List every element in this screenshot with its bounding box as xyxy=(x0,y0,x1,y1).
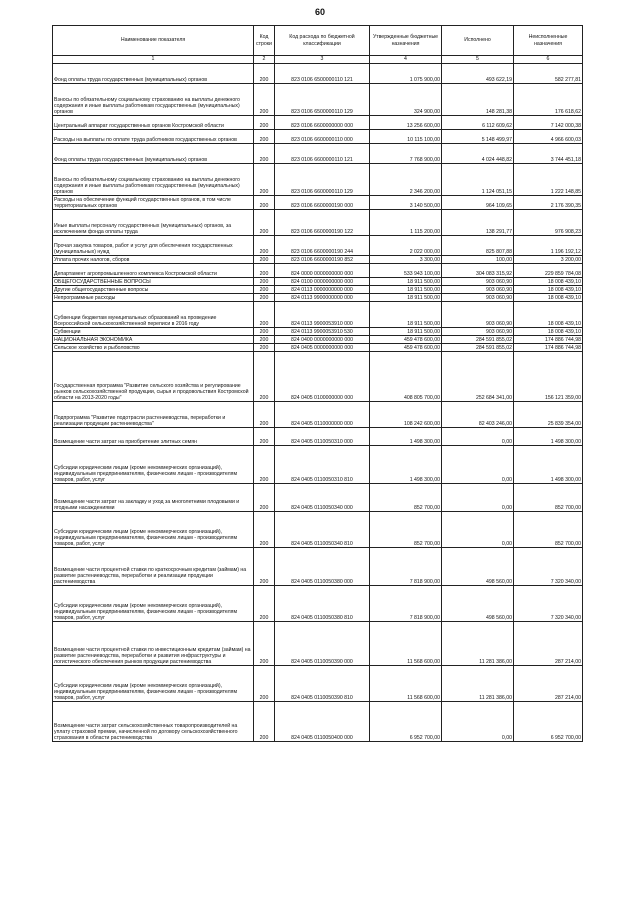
approved-amount-cell: 1 075 900,00 xyxy=(370,64,442,84)
row-code-cell: 200 xyxy=(254,622,275,666)
approved-amount-cell: 852 700,00 xyxy=(370,512,442,548)
row-code-cell: 200 xyxy=(254,130,275,144)
expense-code-cell: 824 0405 0000000000 000 xyxy=(275,344,370,352)
unexecuted-amount-cell: 174 886 744,98 xyxy=(514,336,583,344)
executed-amount-cell: 100,00 xyxy=(442,256,514,264)
indicator-name-cell: Субсидии юридическим лицам (кроме некоммерческих организаций), индивидуальным предпринимателям, физическим лицам - производителям товаров, работ, услуг xyxy=(53,666,254,702)
approved-amount-cell: 3 300,00 xyxy=(370,256,442,264)
indicator-name-cell: Фонд оплаты труда государственных (муниципальных) органов xyxy=(53,64,254,84)
approved-amount-cell: 1 498 300,00 xyxy=(370,428,442,446)
unexecuted-amount-cell: 1 498 300,00 xyxy=(514,428,583,446)
approved-amount-cell: 11 568 600,00 xyxy=(370,622,442,666)
row-code-cell: 200 xyxy=(254,328,275,336)
executed-amount-cell: 284 591 855,02 xyxy=(442,336,514,344)
row-code-cell: 200 xyxy=(254,586,275,622)
executed-amount-cell: 0,00 xyxy=(442,446,514,484)
row-code-cell: 200 xyxy=(254,164,275,196)
column-number: 1 xyxy=(53,56,254,64)
approved-amount-cell: 7 818 900,00 xyxy=(370,586,442,622)
table-row xyxy=(53,64,583,84)
indicator-name-cell: Возмещение части процентной ставки по краткосрочным кредитам (займам) на развитие растениеводства, переработки и реализации продукции растениеводства xyxy=(53,548,254,586)
expense-code-cell: 823 0106 6600000190 000 xyxy=(275,196,370,210)
header-expense-code: Код расхода по бюджетной классификации xyxy=(275,26,370,56)
executed-amount-cell: 4 024 448,82 xyxy=(442,144,514,164)
unexecuted-amount-cell: 7 142 000,38 xyxy=(514,116,583,130)
indicator-name-cell: Иные выплаты персоналу государственных (муниципальных) органов, за исключением фонда оплаты труда xyxy=(53,210,254,236)
row-code-cell: 200 xyxy=(254,344,275,352)
approved-amount-cell: 7 768 900,00 xyxy=(370,144,442,164)
executed-amount-cell: 0,00 xyxy=(442,428,514,446)
indicator-name-cell: Возмещение части процентной ставки по инвестиционным кредитам (займам) на развитие растениеводства, переработки и развития инфраструктуры и логистического обеспечения рынков продукции растениеводства xyxy=(53,622,254,666)
row-code-cell: 200 xyxy=(254,294,275,302)
unexecuted-amount-cell: 18 008 439,10 xyxy=(514,294,583,302)
unexecuted-amount-cell: 287 214,00 xyxy=(514,666,583,702)
header-row xyxy=(53,26,583,56)
expense-code-cell: 823 0106 6600000110 129 xyxy=(275,164,370,196)
executed-amount-cell: 825 807,88 xyxy=(442,236,514,256)
expense-code-cell: 824 0405 0110050390 810 xyxy=(275,666,370,702)
approved-amount-cell: 533 943 100,00 xyxy=(370,264,442,278)
row-code-cell: 200 xyxy=(254,116,275,130)
approved-amount-cell: 2 022 000,00 xyxy=(370,236,442,256)
row-code-cell: 200 xyxy=(254,236,275,256)
table-row xyxy=(53,278,583,286)
expense-code-cell: 824 0405 0110050340 810 xyxy=(275,512,370,548)
table-row xyxy=(53,302,583,328)
column-number: 6 xyxy=(514,56,583,64)
expense-code-cell: 824 0400 0000000000 000 xyxy=(275,336,370,344)
indicator-name-cell: Расходы на выплаты по оплате труда работников государственных органов xyxy=(53,130,254,144)
row-code-cell: 200 xyxy=(254,484,275,512)
indicator-name-cell: Взносы по обязательному социальному страхованию на выплаты денежного содержания и иные выплаты работникам государственных (муниципальных) органов xyxy=(53,164,254,196)
executed-amount-cell: 903 060,90 xyxy=(442,328,514,336)
table-row xyxy=(53,666,583,702)
expense-code-cell: 823 0106 6600000190 852 xyxy=(275,256,370,264)
row-code-cell: 200 xyxy=(254,278,275,286)
table-row xyxy=(53,402,583,428)
row-code-cell: 200 xyxy=(254,210,275,236)
expense-code-cell: 824 0405 0110050390 000 xyxy=(275,622,370,666)
table-row xyxy=(53,484,583,512)
row-code-cell: 200 xyxy=(254,256,275,264)
table-row xyxy=(53,586,583,622)
executed-amount-cell: 964 109,65 xyxy=(442,196,514,210)
approved-amount-cell: 1 115 200,00 xyxy=(370,210,442,236)
unexecuted-amount-cell: 1 222 148,85 xyxy=(514,164,583,196)
executed-amount-cell: 304 083 315,92 xyxy=(442,264,514,278)
executed-amount-cell: 5 148 499,97 xyxy=(442,130,514,144)
unexecuted-amount-cell: 3 744 451,18 xyxy=(514,144,583,164)
budget-execution-table xyxy=(52,25,583,742)
executed-amount-cell: 82 403 246,00 xyxy=(442,402,514,428)
indicator-name-cell: Взносы по обязательному социальному страхованию на выплаты денежного содержания и иные выплаты работникам государственных (муниципальных) органов xyxy=(53,84,254,116)
row-code-cell: 200 xyxy=(254,144,275,164)
unexecuted-amount-cell: 2 176 390,35 xyxy=(514,196,583,210)
header-row-code: Код строки xyxy=(254,26,275,56)
approved-amount-cell: 7 818 900,00 xyxy=(370,548,442,586)
table-row xyxy=(53,84,583,116)
executed-amount-cell: 0,00 xyxy=(442,484,514,512)
expense-code-cell: 824 0100 0000000000 000 xyxy=(275,278,370,286)
expense-code-cell: 824 0405 0110050380 810 xyxy=(275,586,370,622)
executed-amount-cell: 148 281,38 xyxy=(442,84,514,116)
table-row xyxy=(53,286,583,294)
indicator-name-cell: ОБЩЕГОСУДАРСТВЕННЫЕ ВОПРОСЫ xyxy=(53,278,254,286)
header-approved: Утвержденные бюджетные назначения xyxy=(370,26,442,56)
approved-amount-cell: 852 700,00 xyxy=(370,484,442,512)
unexecuted-amount-cell: 976 908,23 xyxy=(514,210,583,236)
expense-code-cell: 823 0106 6500000110 129 xyxy=(275,84,370,116)
unexecuted-amount-cell: 18 008 439,10 xyxy=(514,328,583,336)
expense-code-cell: 824 0405 0110050310 000 xyxy=(275,428,370,446)
executed-amount-cell: 493 622,19 xyxy=(442,64,514,84)
indicator-name-cell: Возмещение части затрат сельскохозяйственных товаропроизводителей на уплату страховой премии, начисленной по договору сельскохозяйственного страхования в области растениеводства xyxy=(53,702,254,742)
expense-code-cell: 823 0106 6600000190 122 xyxy=(275,210,370,236)
indicator-name-cell: Уплата прочих налогов, сборов xyxy=(53,256,254,264)
row-code-cell: 200 xyxy=(254,264,275,278)
expense-code-cell: 824 0113 9900053910 530 xyxy=(275,328,370,336)
row-code-cell: 200 xyxy=(254,196,275,210)
unexecuted-amount-cell: 4 966 600,03 xyxy=(514,130,583,144)
unexecuted-amount-cell: 18 008 439,10 xyxy=(514,302,583,328)
unexecuted-amount-cell: 176 618,62 xyxy=(514,84,583,116)
table-row xyxy=(53,548,583,586)
table-row xyxy=(53,622,583,666)
executed-amount-cell: 903 060,90 xyxy=(442,278,514,286)
table-row xyxy=(53,328,583,336)
executed-amount-cell: 903 060,90 xyxy=(442,286,514,294)
expense-code-cell: 824 0405 0100000000 000 xyxy=(275,352,370,402)
executed-amount-cell: 6 112 609,62 xyxy=(442,116,514,130)
expense-code-cell: 824 0405 0110050340 000 xyxy=(275,484,370,512)
executed-amount-cell: 498 560,00 xyxy=(442,586,514,622)
indicator-name-cell: Подпрограмма "Развитие подотрасли растениеводства, переработки и реализации продукции растениеводства" xyxy=(53,402,254,428)
indicator-name-cell: Прочая закупка товаров, работ и услуг для обеспечения государственных (муниципальных) нужд xyxy=(53,236,254,256)
unexecuted-amount-cell: 156 121 359,00 xyxy=(514,352,583,402)
row-code-cell: 200 xyxy=(254,446,275,484)
indicator-name-cell: Субвенции бюджетам муниципальных образований на проведение Всероссийской сельскохозяйственной переписи в 2016 году xyxy=(53,302,254,328)
column-number: 3 xyxy=(275,56,370,64)
expense-code-cell: 824 0405 0110050310 810 xyxy=(275,446,370,484)
executed-amount-cell: 252 684 341,00 xyxy=(442,352,514,402)
executed-amount-cell: 284 591 855,02 xyxy=(442,344,514,352)
indicator-name-cell: Департамент агропромышленного комплекса Костромской области xyxy=(53,264,254,278)
table-row xyxy=(53,264,583,278)
table-row xyxy=(53,236,583,256)
header-executed: Исполнено xyxy=(442,26,514,56)
indicator-name-cell: Субвенции xyxy=(53,328,254,336)
executed-amount-cell: 0,00 xyxy=(442,512,514,548)
approved-amount-cell: 13 256 600,00 xyxy=(370,116,442,130)
unexecuted-amount-cell: 852 700,00 xyxy=(514,512,583,548)
table-row xyxy=(53,294,583,302)
row-code-cell: 200 xyxy=(254,352,275,402)
expense-code-cell: 823 0106 6600000000 000 xyxy=(275,116,370,130)
unexecuted-amount-cell: 6 952 700,00 xyxy=(514,702,583,742)
unexecuted-amount-cell: 3 200,00 xyxy=(514,256,583,264)
executed-amount-cell: 11 281 386,00 xyxy=(442,622,514,666)
header-indicator-name: Наименование показателя xyxy=(53,26,254,56)
unexecuted-amount-cell: 18 008 439,10 xyxy=(514,286,583,294)
executed-amount-cell: 903 060,90 xyxy=(442,294,514,302)
table-row xyxy=(53,512,583,548)
approved-amount-cell: 6 952 700,00 xyxy=(370,702,442,742)
expense-code-cell: 824 0405 0110050380 000 xyxy=(275,548,370,586)
row-code-cell: 200 xyxy=(254,64,275,84)
approved-amount-cell: 3 140 500,00 xyxy=(370,196,442,210)
executed-amount-cell: 138 291,77 xyxy=(442,210,514,236)
indicator-name-cell: Субсидии юридическим лицам (кроме некоммерческих организаций), индивидуальным предпринимателям, физическим лицам - производителям товаров, работ, услуг xyxy=(53,512,254,548)
executed-amount-cell: 11 281 386,00 xyxy=(442,666,514,702)
table-row xyxy=(53,210,583,236)
expense-code-cell: 824 0113 0000000000 000 xyxy=(275,286,370,294)
row-code-cell: 200 xyxy=(254,286,275,294)
expense-code-cell: 824 0000 0000000000 000 xyxy=(275,264,370,278)
indicator-name-cell: Непрограммные расходы xyxy=(53,294,254,302)
indicator-name-cell: Государственная программа "Развитие сельского хозяйства и регулирование рынков сельскохозяйственной продукции, сырья и продовольствия Костромской области на 2013-2020 годы" xyxy=(53,352,254,402)
unexecuted-amount-cell: 7 320 340,00 xyxy=(514,586,583,622)
row-code-cell: 200 xyxy=(254,512,275,548)
executed-amount-cell: 498 560,00 xyxy=(442,548,514,586)
indicator-name-cell: НАЦИОНАЛЬНАЯ ЭКОНОМИКА xyxy=(53,336,254,344)
approved-amount-cell: 459 478 600,00 xyxy=(370,336,442,344)
table-row xyxy=(53,428,583,446)
indicator-name-cell: Возмещение части затрат на приобретение элитных семян xyxy=(53,428,254,446)
approved-amount-cell: 459 478 600,00 xyxy=(370,344,442,352)
row-code-cell: 200 xyxy=(254,302,275,328)
row-code-cell: 200 xyxy=(254,402,275,428)
row-code-cell: 200 xyxy=(254,428,275,446)
unexecuted-amount-cell: 25 839 354,00 xyxy=(514,402,583,428)
row-code-cell: 200 xyxy=(254,336,275,344)
indicator-name-cell: Субсидии юридическим лицам (кроме некоммерческих организаций), индивидуальным предпринимателям, физическим лицам - производителям товаров, работ, услуг xyxy=(53,586,254,622)
approved-amount-cell: 324 900,00 xyxy=(370,84,442,116)
unexecuted-amount-cell: 1 498 300,00 xyxy=(514,446,583,484)
approved-amount-cell: 18 911 500,00 xyxy=(370,294,442,302)
row-code-cell: 200 xyxy=(254,702,275,742)
approved-amount-cell: 18 911 500,00 xyxy=(370,302,442,328)
approved-amount-cell: 18 911 500,00 xyxy=(370,278,442,286)
approved-amount-cell: 1 498 300,00 xyxy=(370,446,442,484)
indicator-name-cell: Другие общегосударственные вопросы xyxy=(53,286,254,294)
row-code-cell: 200 xyxy=(254,666,275,702)
table-row xyxy=(53,344,583,352)
expense-code-cell: 823 0106 6600000190 244 xyxy=(275,236,370,256)
row-code-cell: 200 xyxy=(254,548,275,586)
unexecuted-amount-cell: 174 886 744,98 xyxy=(514,344,583,352)
unexecuted-amount-cell: 18 008 439,10 xyxy=(514,278,583,286)
table-row xyxy=(53,196,583,210)
indicator-name-cell: Сельское хозяйство и рыболовство xyxy=(53,344,254,352)
header-unexecuted: Неисполненные назначения xyxy=(514,26,583,56)
approved-amount-cell: 18 911 500,00 xyxy=(370,286,442,294)
unexecuted-amount-cell: 852 700,00 xyxy=(514,484,583,512)
approved-amount-cell: 2 346 200,00 xyxy=(370,164,442,196)
executed-amount-cell: 0,00 xyxy=(442,702,514,742)
indicator-name-cell: Возмещение части затрат на закладку и уход за многолетними плодовыми и ягодными насаждениями xyxy=(53,484,254,512)
column-number: 4 xyxy=(370,56,442,64)
page-number: 60 xyxy=(314,7,325,17)
indicator-name-cell: Расходы на обеспечение функций государственных органов, в том числе территориальных органов xyxy=(53,196,254,210)
unexecuted-amount-cell: 7 320 340,00 xyxy=(514,548,583,586)
column-number: 5 xyxy=(442,56,514,64)
indicator-name-cell: Центральный аппарат государственных органов Костромской области xyxy=(53,116,254,130)
table-row xyxy=(53,256,583,264)
unexecuted-amount-cell: 582 277,81 xyxy=(514,64,583,84)
table-row xyxy=(53,702,583,742)
table-row xyxy=(53,144,583,164)
table-row xyxy=(53,446,583,484)
expense-code-cell: 824 0405 0110000000 000 xyxy=(275,402,370,428)
executed-amount-cell: 903 060,90 xyxy=(442,302,514,328)
column-number-row xyxy=(53,56,583,64)
table-row xyxy=(53,130,583,144)
expense-code-cell: 824 0113 9900000000 000 xyxy=(275,294,370,302)
expense-code-cell: 823 0106 6500000110 121 xyxy=(275,64,370,84)
row-code-cell: 200 xyxy=(254,84,275,116)
executed-amount-cell: 1 124 051,15 xyxy=(442,164,514,196)
approved-amount-cell: 108 242 600,00 xyxy=(370,402,442,428)
indicator-name-cell: Субсидии юридическим лицам (кроме некоммерческих организаций), индивидуальным предпринимателям, физическим лицам - производителям товаров, работ, услуг xyxy=(53,446,254,484)
approved-amount-cell: 18 911 500,00 xyxy=(370,328,442,336)
expense-code-cell: 824 0113 9900053910 000 xyxy=(275,302,370,328)
table-row xyxy=(53,116,583,130)
table-row xyxy=(53,336,583,344)
table-row xyxy=(53,164,583,196)
expense-code-cell: 823 0106 6600000110 000 xyxy=(275,130,370,144)
expense-code-cell: 823 0106 6600000110 121 xyxy=(275,144,370,164)
table-body xyxy=(53,64,583,742)
table-row xyxy=(53,352,583,402)
unexecuted-amount-cell: 229 859 784,08 xyxy=(514,264,583,278)
unexecuted-amount-cell: 287 214,00 xyxy=(514,622,583,666)
indicator-name-cell: Фонд оплаты труда государственных (муниципальных) органов xyxy=(53,144,254,164)
column-number: 2 xyxy=(254,56,275,64)
approved-amount-cell: 10 115 100,00 xyxy=(370,130,442,144)
approved-amount-cell: 11 568 600,00 xyxy=(370,666,442,702)
unexecuted-amount-cell: 1 196 192,12 xyxy=(514,236,583,256)
expense-code-cell: 824 0405 0110050400 000 xyxy=(275,702,370,742)
approved-amount-cell: 408 805 700,00 xyxy=(370,352,442,402)
